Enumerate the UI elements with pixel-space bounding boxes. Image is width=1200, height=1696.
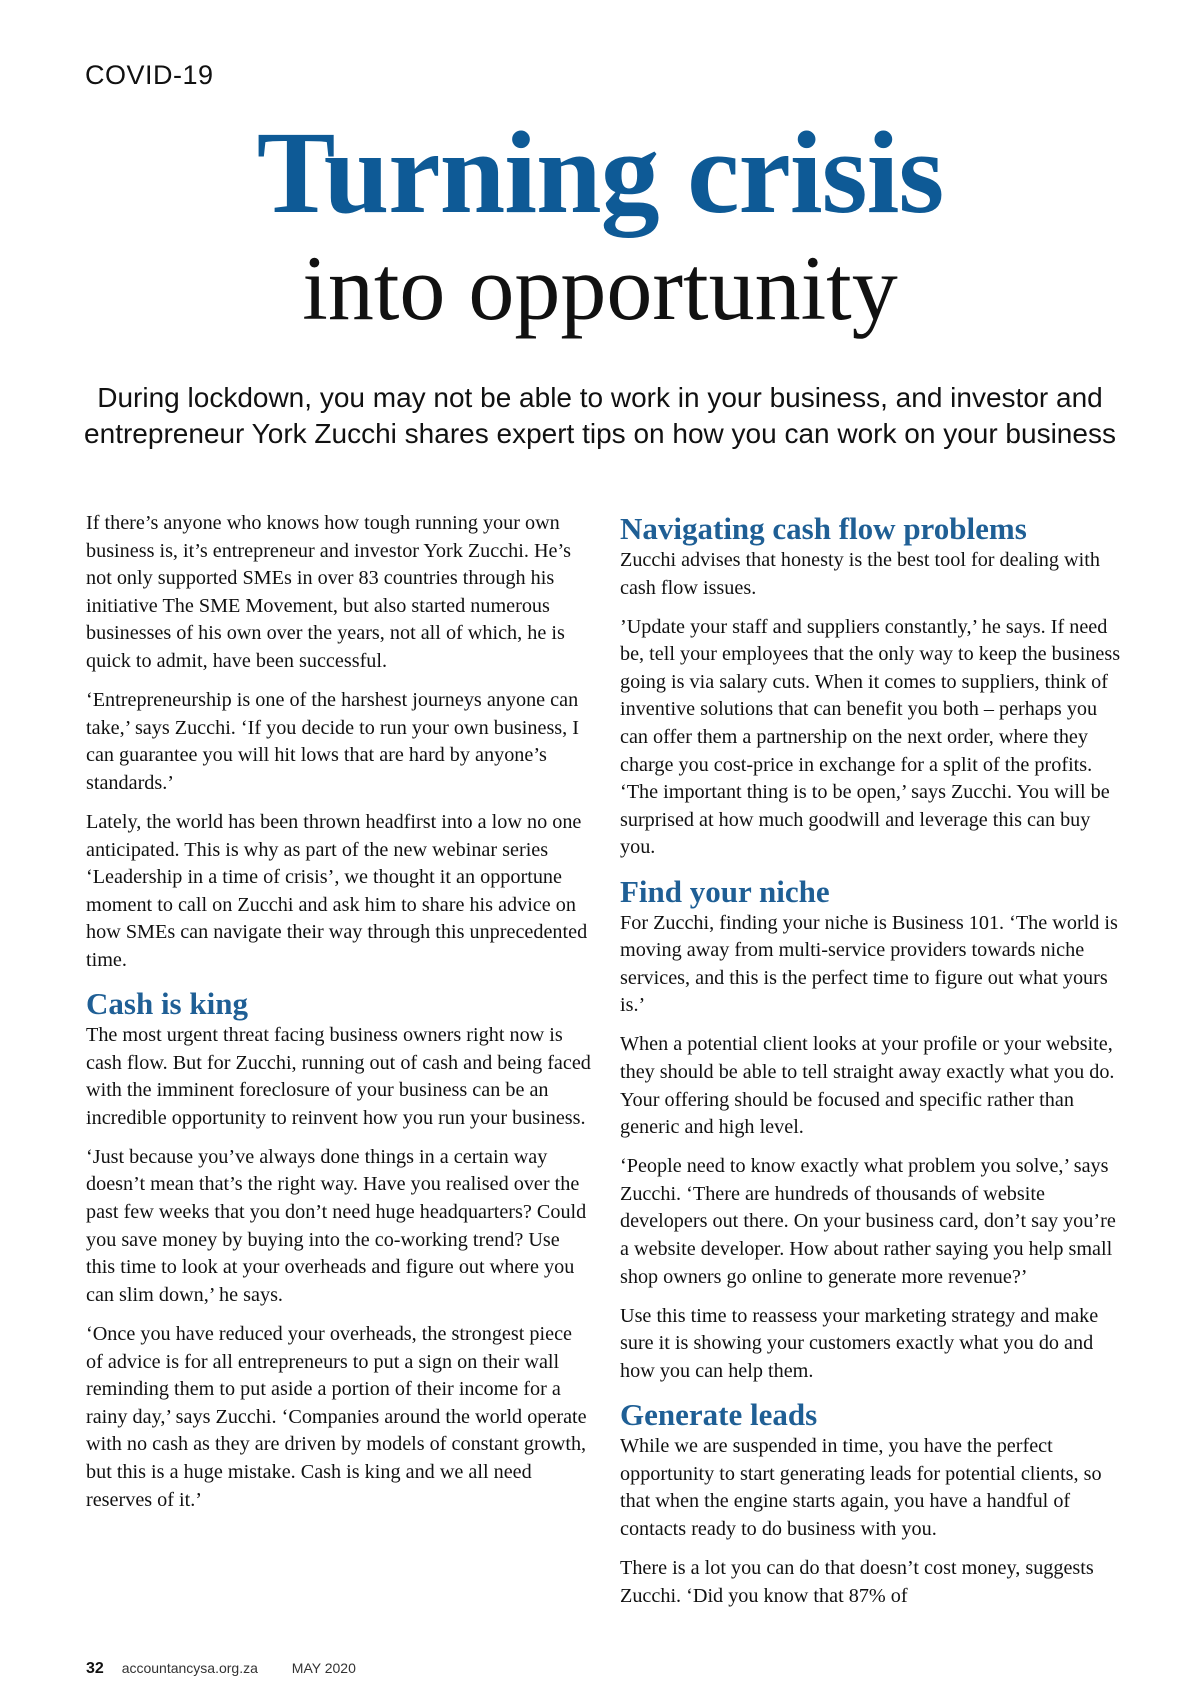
article-subtitle: into opportunity	[302, 237, 898, 339]
paragraph: Zucchi advises that honesty is the best tool for dealing with cash flow issues.	[620, 549, 1100, 599]
page-footer	[86, 1660, 356, 1678]
paragraph: While we are suspended in time, you have the perfect opportunity to start generating leads for potential clients, so that when the engine starts again, you have a handful of contacts ready to do business with you.	[620, 1435, 1102, 1540]
paragraph: For Zucchi, finding your niche is Business 101. ‘The world is moving away from multi-service providers towards niche services, and this is the perfect time to figure out what yours is.’	[620, 911, 1118, 1017]
footer-issue: MAY 2020	[291, 1660, 356, 1676]
paragraph: When a potential client looks at your profile or your website, they should be able to tell straight away exactly what you do. Your offering should be focused and specific rather than generic and high level.	[620, 1033, 1115, 1139]
left-column	[86, 510, 591, 1526]
paragraph: ’Update your staff and suppliers constantly,’ he says. If need be, tell your employees that the only way to keep the business going is via salary cuts. When it comes to suppliers, think of inventive solutions that can benefit you both – perhaps you can offer them a partnership on the next order, where they charge you cost-price in exchange for a split of the profits. ‘The important thing is to be open,’ says Zucchi. You will be surprised at how much goodwill and leverage this can buy you.	[620, 615, 1121, 859]
heading-generate-leads: Generate leads	[620, 1397, 818, 1433]
standfirst	[60, 380, 1140, 452]
standfirst-line-2: entrepreneur York Zucchi shares expert tips on how you can work on your business	[84, 418, 1116, 449]
paragraph: There is a lot you can do that doesn’t cost money, suggests Zucchi. ‘Did you know that 87% of	[620, 1556, 1094, 1607]
footer-website: accountancysa.org.za	[121, 1660, 258, 1676]
paragraph: The most urgent threat facing business owners right now is cash flow. But for Zucchi, running out of cash and being faced with the imminent foreclosure of your business can be an incredible opportunity to reinvent how you run your business.	[86, 1024, 591, 1129]
standfirst-line-1: During lockdown, you may not be able to work in your business, and investor and	[97, 382, 1103, 413]
paragraph: ‘Entrepreneurship is one of the harshest journeys anyone can take,’ says Zucchi. ‘If you decide to run your own business, I can guarantee you will hit lows that are hard by anyone’s standards.’	[86, 689, 579, 794]
article-title: Turning crisis	[256, 107, 944, 238]
paragraph: Use this time to reassess your marketing strategy and make sure it is showing your customers exactly what you do and how you can help them.	[620, 1304, 1099, 1382]
paragraph: ‘Once you have reduced your overheads, the strongest piece of advice is for all entrepreneurs to put a sign on their wall reminding them to put aside a portion of their income for a rainy day,’ says Zucchi. ‘Companies around the world operate with no cash as they are driven by models of constant growth, but this is a huge mistake. Cash is king and we all need reserves of it.’	[86, 1322, 587, 1511]
paragraph: If there’s anyone who knows how tough running your own business is, it’s entrepreneur and investor York Zucchi. He’s not only supported SMEs in over 83 countries through his initiative The SME Movement, but also started numerous businesses of his own over the years, not all of which, he is quick to admit, have been successful.	[86, 512, 571, 672]
page-number: 32	[86, 1660, 104, 1677]
section-label: COVID-19	[85, 60, 214, 90]
heading-find-niche: Find your niche	[620, 873, 830, 909]
right-column	[620, 511, 1125, 1622]
heading-cash-is-king: Cash is king	[86, 986, 248, 1021]
paragraph: ‘Just because you’ve always done things in a certain way doesn’t mean that’s the right way. Have you realised over the past few weeks that you don’t need huge headquarters? Could you save money by buying into the co-working trend? Use this time to look at your overheads and figure out where you can slim down,’ he says.	[86, 1145, 587, 1306]
heading-cash-flow: Navigating cash flow problems	[620, 511, 1027, 546]
paragraph: Lately, the world has been thrown headfirst into a low no one anticipated. This is why as part of the new webinar series ‘Leadership in a time of crisis’, we thought it an opportune moment to call on Zucchi and ask him to share his advice on how SMEs can navigate their way through this unprecedented time.	[86, 810, 588, 971]
paragraph: ‘People need to know exactly what problem you solve,’ says Zucchi. ‘There are hundreds of thousands of website developers out there. On your business card, don’t say you’re a website developer. How about rather saying you help small shop owners go online to generate more revenue?’	[620, 1155, 1116, 1288]
